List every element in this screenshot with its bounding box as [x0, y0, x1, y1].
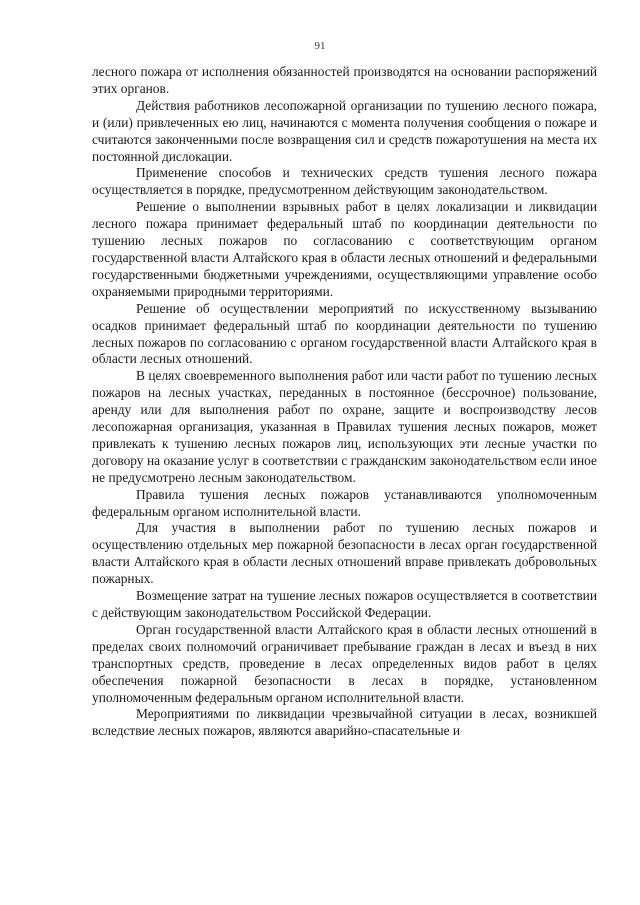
paragraph-emergency-measures: Мероприятиями по ликвидации чрезвычайной ситуации в лесах, возникшей вследствие лесных пожаров, являются аварийно-спасательные и [92, 706, 597, 739]
paragraph-volunteers: Для участия в выполнении работ по тушению лесных пожаров и осуществлению отдельных мер пожарной безопасности в лесах орган государственной власти Алтайского края в области лесных отношений вправе привлекать добровольных пожарных. [92, 520, 597, 587]
paragraph-timely-works: В целях своевременного выполнения работ или части работ по тушению лесных пожаров на лесных участках, переданных в постоянное (бессрочное) пользование, аренду или для выполнения работ по охране, защите и воспроизводству лесов лесопожарная организация, указанная в Правилах тушения лесных пожаров, может привлекать к тушению лесных пожаров лиц, использующих эти лесные участки по договору на оказание услуг в соответствии с гражданским законодательством если иное не предусмотрено лесным законодательством. [92, 368, 597, 485]
paragraph-methods-means: Применение способов и технических средств тушения лесного пожара осуществляется в порядке, предусмотренном действующим законодательством. [92, 165, 597, 198]
paragraph-rules: Правила тушения лесных пожаров устанавливаются уполномоченным федеральным органом исполнительной власти. [92, 486, 597, 519]
paragraph-blasting-works: Решение о выполнении взрывных работ в целях локализации и ликвидации лесного пожара принимает федеральный штаб по координации деятельности по тушению лесных пожаров по согласованию с соответствующим органом государственной власти Алтайского края в области лесных отношений и федеральными государственными бюджетными учреждениями, осуществляющими управление особо охраняемыми природными территориями. [92, 199, 597, 299]
paragraph-continuation: лесного пожара от исполнения обязанностей производятся на основании распоряжений этих органов. [92, 64, 597, 96]
body-text [92, 64, 597, 740]
paragraph-artificial-precipitation: Решение об осуществлении мероприятий по искусственному вызыванию осадков принимает федеральный штаб по координации деятельности по тушению лесных пожаров по согласованию с органом государственной власти Алтайского края в области лесных отношений. [92, 300, 597, 367]
paragraph-cost-reimbursement: Возмещение затрат на тушение лесных пожаров осуществляется в соответствии с действующим законодательством Российской Федерации. [92, 588, 597, 620]
paragraph-access-restriction: Орган государственной власти Алтайского края в области лесных отношений в пределах своих полномочий ограничивает пребывание граждан в лесах и въезд в них транспортных средств, проведение в лесах определенных видов работ в целях обеспечения пожарной безопасности в лесах в порядке, установленном уполномоченным федеральным органом исполнительной власти. [92, 621, 597, 705]
page-number: 91 [314, 40, 326, 52]
paragraph-firefighting-actions: Действия работников лесопожарной организации по тушению лесного пожара, и (или) привлеченных ею лиц, начинаются с момента получения сообщения о пожаре и считаются законченными после возвращения сил и средств пожаротушения на места их постоянной дислокации. [92, 97, 597, 164]
